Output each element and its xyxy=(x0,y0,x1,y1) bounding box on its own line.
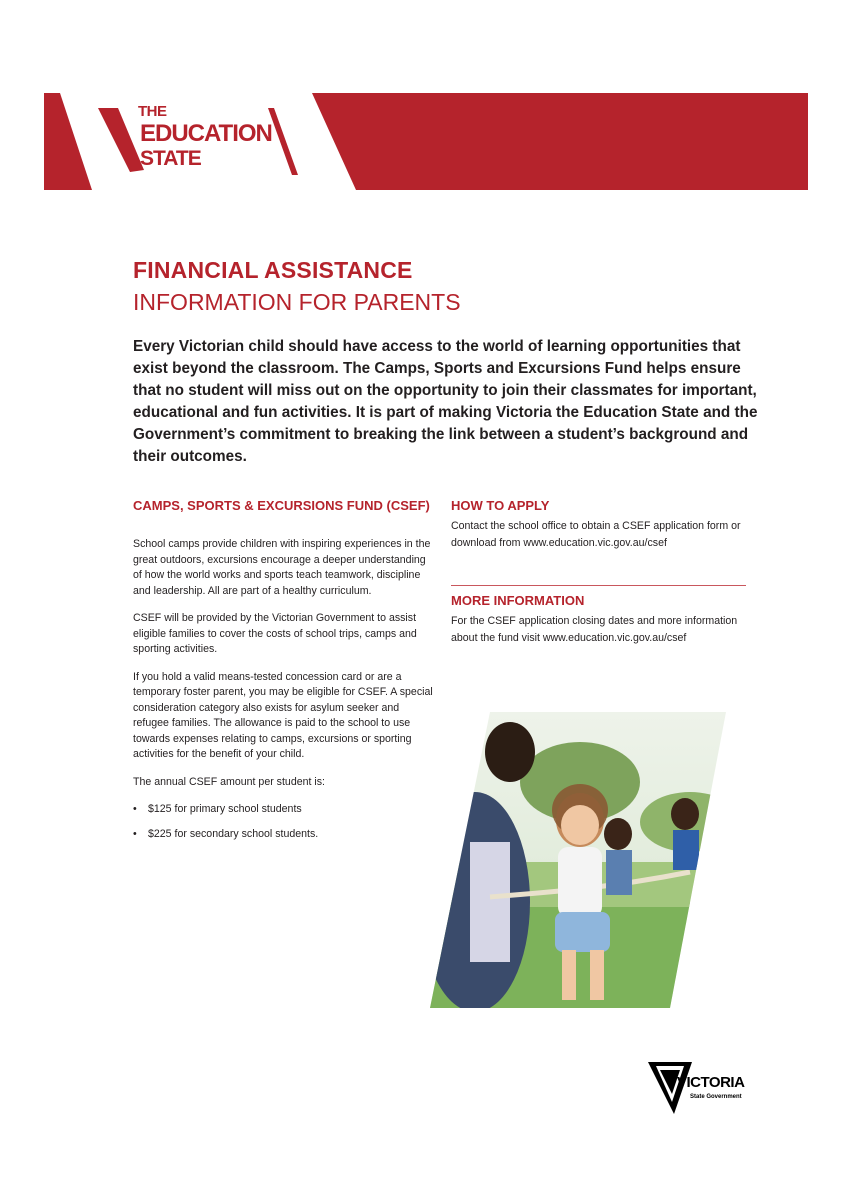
csef-paragraph-1: School camps provide children with inspiring experiences in the great outdoors, excursions encourage a deeper understanding of how the world works and sports teach teamwork, discipline and leadership. All are part of a healthy curriculum. xyxy=(133,538,431,597)
logo-text-education: EDUCATION xyxy=(140,120,272,147)
logo-text-the: THE xyxy=(138,103,167,120)
children-tug-of-war-photo xyxy=(430,712,726,1008)
how-to-apply-heading: HOW TO APPLY xyxy=(451,498,550,513)
csef-section xyxy=(133,537,433,851)
how-to-apply-text: Contact the school office to obtain a CSEF application form or download from www.education.vic.gov.au/csef xyxy=(451,520,741,549)
csef-paragraph-2: CSEF will be provided by the Victorian Government to assist eligible families to cover the costs of school trips, camps and sporting activities. xyxy=(133,612,417,655)
more-information-text: For the CSEF application closing dates and more information about the fund visit www.education.vic.gov.au/csef xyxy=(451,615,738,644)
csef-heading: CAMPS, SPORTS & EXCURSIONS FUND (CSEF) xyxy=(133,498,430,513)
victoria-logo-icon xyxy=(648,1062,758,1122)
page-title: FINANCIAL ASSISTANCE xyxy=(133,257,413,283)
victoria-logo-subtitle: State Government xyxy=(690,1094,742,1100)
csef-amount-list xyxy=(133,802,433,842)
header-banner xyxy=(0,0,849,200)
csef-paragraph-3: If you hold a valid means-tested concession card or are a temporary foster parent, you may be eligible for CSEF. A special consideration category also exists for asylum seeker and refugee families. The allowance is paid to the school to use towards expenses relating to camps, excursions or sporting activities for the benefit of your child. xyxy=(133,670,433,760)
intro-paragraph: Every Victorian child should have access to the world of learning opportunities that exist beyond the classroom. The Camps, Sports and Excursions Fund helps ensure that no student will miss out on the opportunity to join their classmates for important, educational and fun activities. It is part of making Victoria the Education State and the Government’s commitment to breaking the link between a student’s background and their outcomes. xyxy=(133,338,758,465)
logo-text-state: STATE xyxy=(140,147,201,170)
list-item xyxy=(133,827,433,843)
bullet-icon: • xyxy=(133,803,137,815)
page-subtitle: INFORMATION FOR PARENTS xyxy=(133,289,461,315)
victoria-logo-word: VICTORIA xyxy=(677,1074,745,1091)
more-information-heading: MORE INFORMATION xyxy=(451,593,585,608)
list-item xyxy=(133,802,433,818)
bullet-icon: • xyxy=(133,827,137,840)
section-divider xyxy=(451,585,746,586)
list-item-text: $125 for primary school students xyxy=(148,803,302,815)
csef-paragraph-4: The annual CSEF amount per student is: xyxy=(133,775,325,788)
list-item-text: $225 for secondary school students. xyxy=(148,827,319,840)
